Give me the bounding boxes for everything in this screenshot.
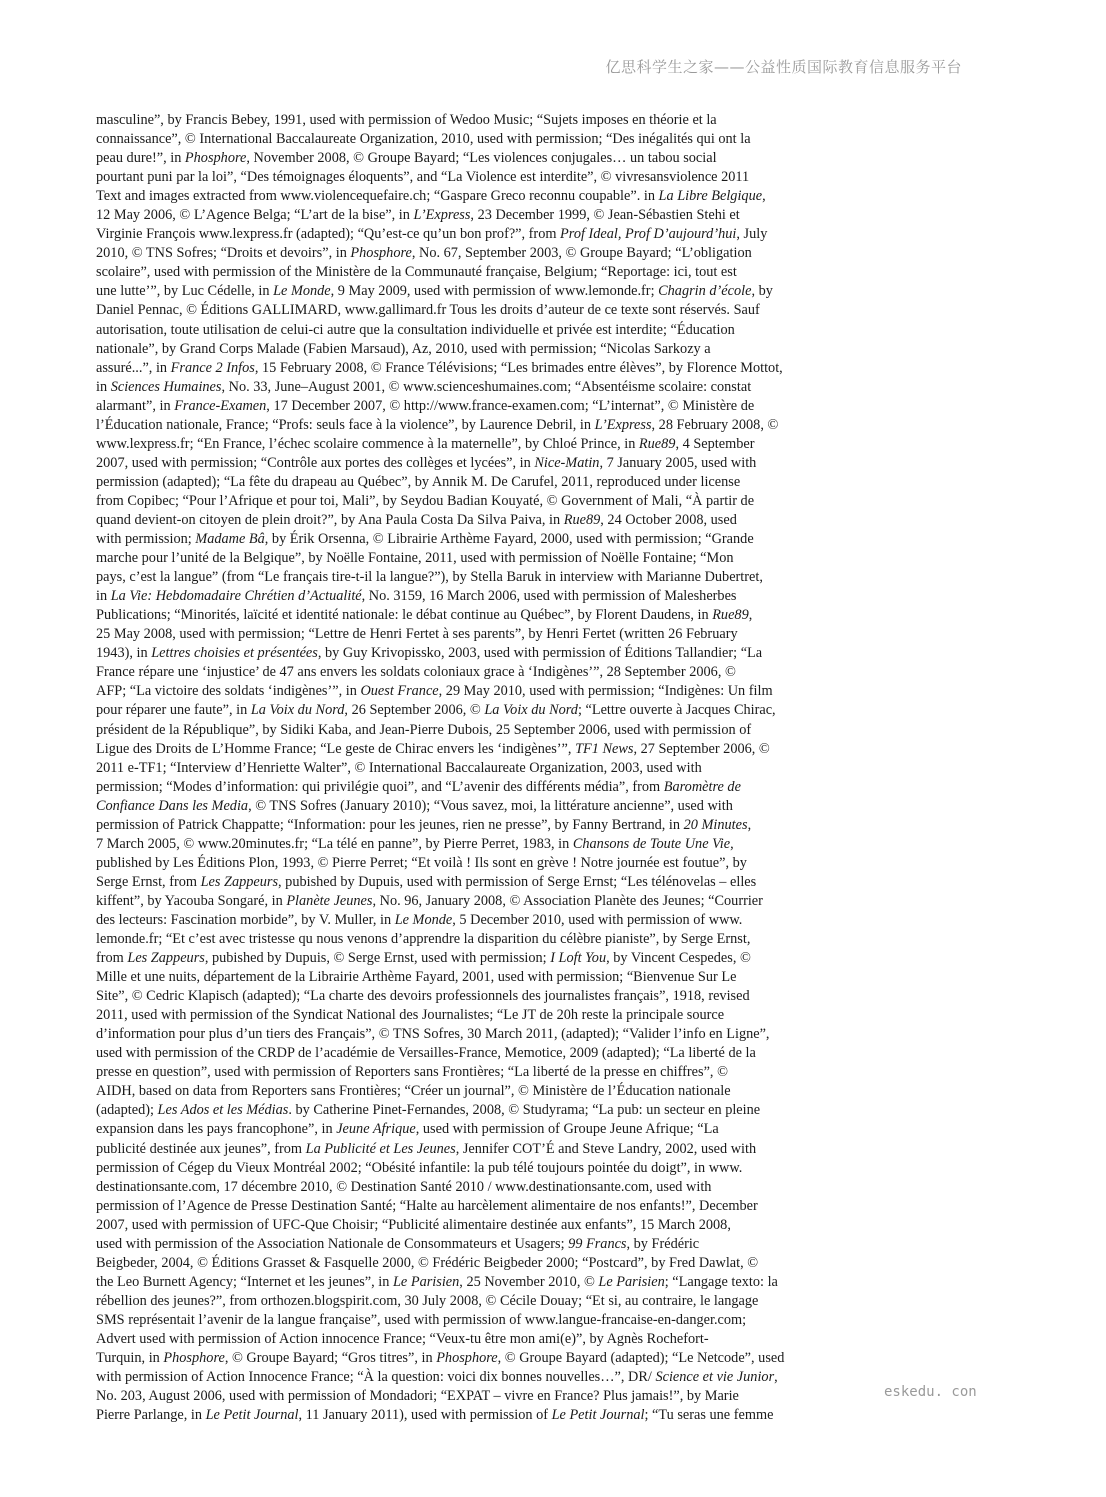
text-segment: 7 March 2005, © www.20minutes.fr; “La télé en panne”, by Pierre Perret, 1983, in	[96, 835, 573, 852]
text-line	[96, 740, 834, 759]
text-segment: , 28 February 2008, ©	[651, 416, 779, 433]
text-segment: . by Catherine Pinet-Fernandes, 2008, © Studyrama; “La pub: un secteur en pleine	[288, 1102, 761, 1119]
text-line	[96, 1216, 834, 1235]
text-segment: , by Érik Orsenna, © Librairie Arthème Fayard, 2000, used with permission; “Grande	[264, 531, 754, 548]
text-segment: , 26 September 2006, ©	[344, 702, 485, 719]
text-segment: permission (adapted); “La fête du drapeau au Québec”, by Annik M. De Carufel, 2011, reproduced under license	[96, 473, 741, 490]
text-line	[96, 244, 834, 263]
italic-title: Le Petit Journal	[205, 1407, 299, 1424]
text-line	[96, 644, 834, 663]
text-line	[96, 359, 834, 378]
text-segment: , 25 November 2010, ©	[459, 1273, 599, 1290]
text-line	[96, 1387, 834, 1406]
text-segment: , by Vincent Cespedes, ©	[606, 950, 751, 967]
text-line	[96, 778, 834, 797]
text-segment: , 11 January 2011), used with permission of	[298, 1407, 552, 1424]
text-segment: destinationsante.com, 17 décembre 2010, © Destination Santé 2010 / www.destinationsante.com, used with	[96, 1178, 712, 1195]
italic-title: TF1 News	[575, 740, 634, 757]
text-segment: Turquin, in	[96, 1350, 164, 1367]
watermark-text: eskedu. con	[884, 1384, 977, 1400]
text-line	[96, 968, 834, 987]
text-line	[96, 282, 834, 301]
text-line	[96, 625, 834, 644]
text-segment: , 29 May 2010, used with permission; “Indigènes: Un film	[438, 683, 773, 700]
text-line	[96, 892, 834, 911]
text-line	[96, 1082, 834, 1101]
italic-title: Chagrin d’école	[658, 283, 752, 300]
italic-title: Ouest France	[360, 683, 439, 700]
acknowledgements-text	[96, 111, 834, 1425]
text-line	[96, 149, 834, 168]
text-segment: des lecteurs: Fascination morbide”, by V. Muller, in	[96, 911, 395, 928]
italic-title: Le Monde	[394, 911, 453, 928]
text-segment: connaissance”, © International Baccalaureate Organization, 2010, used with permission; “Des inégalités qui ont la	[96, 131, 751, 148]
text-segment: , Jennifer COT’É and Steve Landry, 2002, used with	[455, 1140, 757, 1157]
text-segment: lemonde.fr; “Et c’est avec tristesse qu nous venons d’apprendre la disparition du célèbre pianiste”, by Serge Ernst,	[96, 931, 751, 948]
italic-title: Les Zappeurs	[200, 873, 279, 890]
text-line	[96, 492, 834, 511]
italic-title: Confiance Dans les Media	[96, 797, 249, 814]
italic-title: Les Ados et les Médias	[157, 1102, 289, 1119]
text-line	[96, 1140, 834, 1159]
text-line	[96, 511, 834, 530]
text-segment: peau dure!”, in	[96, 150, 185, 167]
italic-title: La Libre Belgique	[658, 188, 763, 205]
text-segment: assuré...”, in	[96, 359, 171, 376]
text-segment: Pierre Parlange, in	[96, 1407, 206, 1424]
text-segment: ; “Lettre ouverte à Jacques Chirac,	[577, 702, 776, 719]
italic-title: Les Zappeurs	[127, 950, 205, 967]
text-segment: 2011, used with permission of the Syndicat National des Journalistes; “Le JT de 20h reste la principale source	[96, 1007, 725, 1024]
text-segment: , © Groupe Bayard (adapted); “Le Netcode”, used	[497, 1350, 785, 1367]
text-segment: autorisation, toute utilisation de celui-ci autre que la consultation individuelle et privée est interdite; “Éducation	[96, 321, 735, 338]
text-segment: 25 May 2008, used with permission; “Lettre de Henri Fertet à ses parents”, by Henri Fertet (written 26 February	[96, 626, 738, 643]
text-line	[96, 340, 834, 359]
text-line	[96, 187, 834, 206]
italic-title: Phosphore	[350, 245, 412, 262]
text-segment: publicité destinée aux jeunes”, from	[96, 1140, 306, 1157]
text-line	[96, 587, 834, 606]
text-segment: , © TNS Sofres (January 2010); “Vous savez, moi, la littérature ancienne”, used with	[248, 797, 733, 814]
italic-title: France 2 Infos	[170, 359, 255, 376]
italic-title: Phosphore	[436, 1350, 498, 1367]
text-segment: ,	[748, 607, 753, 624]
text-line	[96, 987, 834, 1006]
text-line	[96, 1044, 834, 1063]
text-line	[96, 130, 834, 149]
italic-title: Le Parisien	[598, 1273, 665, 1290]
text-line	[96, 1349, 834, 1368]
text-segment: www.lexpress.fr; “En France, l’échec scolaire commence à la maternelle”, by Chloé Prince, in	[96, 435, 639, 452]
italic-title: Baromètre de	[663, 778, 741, 795]
text-line	[96, 263, 834, 282]
text-segment: marche pour l’unité de la Belgique”, by Noëlle Fontaine, 2011, used with permission of Noëlle Fontaine; “Mon	[96, 550, 734, 567]
text-line	[96, 1273, 834, 1292]
text-segment: published by Les Éditions Plon, 1993, © Pierre Perret; “Et voilà ! Ils sont en grève ! Notre journée est foutue”, by	[96, 854, 747, 871]
text-segment: 2010, © TNS Sofres; “Droits et devoirs”, in	[96, 245, 351, 262]
italic-title: Planète Jeunes	[286, 892, 373, 909]
italic-title: La Publicité et Les Jeunes	[305, 1140, 456, 1157]
text-segment: ,	[762, 188, 766, 205]
text-line	[96, 568, 834, 587]
text-segment: 2007, used with permission of UFC-Que Choisir; “Publicité alimentaire destinée aux enfants”, 15 March 2008,	[96, 1216, 731, 1233]
text-line	[96, 225, 834, 244]
text-segment: , July	[736, 226, 768, 243]
text-line	[96, 111, 834, 130]
text-segment: , 17 December 2007, © http://www.france-examen.com; “L’internat”, © Ministère de	[266, 397, 755, 414]
text-line	[96, 816, 834, 835]
text-segment: ; “Tu seras une femme	[644, 1407, 774, 1424]
text-segment: nationale”, by Grand Corps Malade (Fabien Marsaud), Az, 2010, used with permission; “Nicolas Sarkozy a	[96, 340, 711, 357]
text-segment: , 7 January 2005, used with	[599, 454, 757, 471]
text-segment: Mille et une nuits, département de la Librairie Arthème Fayard, 2001, used with permission; “Bienvenue Sur Le	[96, 969, 737, 986]
text-segment: , 15 February 2008, © France Télévisions; “Les brimades entre élèves”, by Florence Mottot,	[254, 359, 783, 376]
text-segment: ,	[747, 816, 752, 833]
text-line	[96, 1178, 834, 1197]
italic-title: Le Parisien	[392, 1273, 460, 1290]
text-segment: Site”, © Cedric Klapisch (adapted); “La charte des devoirs professionnels des journalistes français”, 1918, revised	[96, 988, 750, 1005]
italic-title: L’Express	[594, 416, 652, 433]
text-line	[96, 416, 834, 435]
text-segment: with permission of Action Innocence France; “À la question: voici dix bonnes nouvelles…”, DR/	[96, 1369, 656, 1386]
text-segment: , 23 December 1999, © Jean-Sébastien Stehi et	[470, 207, 740, 224]
text-line	[96, 530, 834, 549]
italic-title: Chansons de Toute Une Vie	[572, 835, 731, 852]
text-segment: , 9 May 2009, used with permission of www.lemonde.fr;	[330, 283, 659, 300]
text-segment: , 4 September	[675, 435, 755, 452]
site-header-title: 亿思科学生之家——公益性质国际教育信息服务平台	[605, 58, 962, 76]
text-segment: ,	[730, 835, 734, 852]
text-segment: 2007, used with permission; “Contrôle aux portes des collèges et lycées”, in	[96, 454, 535, 471]
text-segment: , 24 October 2008, used	[600, 511, 737, 528]
text-line	[96, 701, 834, 720]
text-line	[96, 721, 834, 740]
text-line	[96, 949, 834, 968]
text-segment: 1943), in	[96, 645, 152, 662]
text-segment: Serge Ernst, from	[96, 873, 201, 890]
text-segment: scolaire”, used with permission of the Ministère de la Communauté française, Belgium; “Reportage: ici, tout est	[96, 264, 737, 281]
text-line	[96, 1025, 834, 1044]
text-segment: 12 May 2006, © L’Agence Belga; “L’art de la bise”, in	[96, 207, 414, 224]
text-segment: Daniel Pennac, © Éditions GALLIMARD, www.gallimard.fr Tous les droits d’auteur de ce texte sont réservés. Sauf	[96, 302, 760, 319]
text-segment: , by Guy Krivopissko, 2003, used with permission of Éditions Tallandier; “La	[317, 645, 763, 662]
text-segment: , 27 September 2006, ©	[633, 740, 770, 757]
text-line	[96, 1197, 834, 1216]
text-segment: 2011 e-TF1; “Interview d’Henriette Walter”, © International Baccalaureate Organization, 2003, used with	[96, 759, 702, 776]
italic-title: La Voix du Nord	[484, 702, 578, 719]
text-segment: AIDH, based on data from Reporters sans Frontières; “Créer un journal”, © Ministère de l’Éducation nationale	[96, 1083, 731, 1100]
text-line	[96, 1406, 834, 1425]
text-line	[96, 854, 834, 873]
italic-title: Prof Ideal, Prof D’aujourd’hui	[560, 226, 737, 243]
text-line	[96, 797, 834, 816]
text-segment: l’Éducation nationale, France; “Profs: seuls face à la violence”, by Laurence Debril, in	[96, 416, 595, 433]
text-segment: permission; “Modes d’information: qui privilégie quoi”, and “L’avenir des différents média”, from	[96, 778, 664, 795]
text-line	[96, 1254, 834, 1273]
italic-title: I Loft You	[550, 950, 607, 967]
text-segment: the Leo Burnett Agency; “Internet et les jeunes”, in	[96, 1273, 393, 1290]
text-segment: , 5 December 2010, used with permission of www.	[452, 911, 743, 928]
text-segment: permission of l’Agence de Presse Destination Santé; “Halte au harcèlement alimentaire de nos enfants!”, December	[96, 1197, 758, 1214]
text-line	[96, 1006, 834, 1025]
text-line	[96, 454, 834, 473]
text-segment: kiffent”, by Yacouba Songaré, in	[96, 892, 287, 909]
text-segment: , by Frédéric	[626, 1235, 700, 1252]
text-segment: quand devient-on citoyen de plein droit?”, by Ana Paula Costa Da Silva Paiva, in	[96, 511, 564, 528]
text-line	[96, 1101, 834, 1120]
text-segment: in	[96, 378, 111, 395]
text-segment: pays, c’est la langue” (from “Le français tire-t-il la langue?”), by Stella Baruk in interview with Marianne Dubertret,	[96, 569, 763, 586]
text-segment: d’information pour plus d’un tiers des Français”, © TNS Sofres, 30 March 2011, (adapted); “Valider l’info en Ligne”,	[96, 1026, 770, 1043]
text-line	[96, 663, 834, 682]
text-line	[96, 301, 834, 320]
text-segment: , No. 33, June–August 2001, © www.scienceshumaines.com; “Absentéisme scolaire: constat	[221, 378, 752, 395]
text-segment: président de la République”, by Sidiki Kaba, and Jean-Pierre Dubois, 25 September 2006, used with permission of	[96, 721, 752, 738]
text-line	[96, 473, 834, 492]
text-line	[96, 435, 834, 454]
text-line	[96, 873, 834, 892]
text-line	[96, 168, 834, 187]
text-segment: in	[96, 588, 111, 605]
text-line	[96, 911, 834, 930]
text-line	[96, 1368, 834, 1387]
text-segment: from	[96, 950, 128, 967]
text-segment: ; “Langage texto: la	[664, 1273, 778, 1290]
italic-title: Jeune Afrique	[336, 1121, 416, 1138]
text-segment: AFP; “La victoire des soldats ‘indigènes’”, in	[96, 683, 361, 700]
text-line	[96, 378, 834, 397]
text-segment: ,	[774, 1369, 778, 1386]
text-segment: masculine”, by Francis Bebey, 1991, used with permission of Wedoo Music; “Sujets imposes en théorie et la	[96, 112, 717, 128]
text-line	[96, 1292, 834, 1311]
text-line	[96, 759, 834, 778]
text-line	[96, 321, 834, 340]
text-line	[96, 1159, 834, 1178]
text-segment: with permission;	[96, 531, 196, 548]
italic-title: 99 Francs	[568, 1235, 627, 1252]
text-segment: from Copibec; “Pour l’Afrique et pour toi, Mali”, by Seydou Badian Kouyaté, © Government of Mali, “À partir de	[96, 492, 755, 509]
italic-title: Phosphore	[184, 150, 247, 167]
text-segment: alarmant”, in	[96, 397, 175, 414]
text-segment: Beigbeder, 2004, © Éditions Grasset & Fasquelle 2000, © Frédéric Beigbeder 2000; “Postcard”, by Fred Dawlat, ©	[96, 1254, 759, 1271]
text-segment: , No. 96, January 2008, © Association Planète des Jeunes; “Courrier	[372, 892, 763, 909]
italic-title: Science et vie Junior	[655, 1369, 775, 1386]
italic-title: La Vie: Hebdomadaire Chrétien d’Actualité	[110, 588, 362, 605]
text-segment: Text and images extracted from www.violencequefaire.ch; “Gaspare Greco reconnu coupable”. in	[96, 188, 659, 205]
text-segment: Virginie François www.lexpress.fr (adapted); “Qu’est-ce qu’un bon prof?”, from	[96, 226, 561, 243]
text-segment: used with permission of the CRDP de l’académie de Versailles-France, Memotice, 2009 (adapted); “La liberté de la	[96, 1045, 756, 1062]
text-segment: presse en question”, used with permission of Reporters sans Frontières; “La liberté de la presse en chiffres”, ©	[96, 1064, 728, 1081]
text-segment: (adapted);	[96, 1102, 158, 1119]
text-segment: , pubished by Dupuis, © Serge Ernst, used with permission;	[204, 950, 551, 967]
text-segment: permission of Patrick Chappatte; “Information: pour les jeunes, rien ne presse”, by Fanny Bertrand, in	[96, 816, 684, 833]
italic-title: 20 Minutes	[683, 816, 748, 833]
text-segment: SMS représentait l’avenir de la langue française”, used with permission of www.langue-francaise-en-danger.com;	[96, 1311, 747, 1328]
text-segment: rébellion des jeunes?”, from orthozen.blogspirit.com, 30 July 2008, © Cécile Douay; “Et si, au contraire, le langage	[96, 1292, 759, 1309]
italic-title: Madame Bâ	[195, 531, 265, 548]
text-segment: , No. 3159, 16 March 2006, used with permission of Malesherbes	[361, 588, 737, 605]
text-segment: , by	[751, 283, 773, 300]
italic-title: France-Examen	[174, 397, 267, 414]
text-segment: , © Groupe Bayard; “Gros titres”, in	[224, 1350, 437, 1367]
text-segment: used with permission of the Association Nationale de Consommateurs et Usagers;	[96, 1235, 569, 1252]
text-segment: pourtant puni par la loi”, “Des témoignages éloquents”, and “La Violence est interdite”, © vivresansviolence 2011	[96, 169, 750, 186]
italic-title: L’Express	[413, 207, 471, 224]
text-segment: , No. 67, September 2003, © Groupe Bayard; “L’obligation	[411, 245, 752, 262]
text-segment: France répare une ‘injustice’ de 47 ans envers les soldats coloniaux grace à ‘Indigènes’”, 28 September 2006, ©	[96, 664, 736, 681]
text-segment: No. 203, August 2006, used with permission of Mondadori; “EXPAT – vivre en France? Plus jamais!”, by Marie	[96, 1388, 739, 1405]
text-segment: expansion dans les pays francophone”, in	[96, 1121, 337, 1138]
text-segment: une lutte’”, by Luc Cédelle, in	[96, 283, 274, 300]
italic-title: Rue89	[638, 435, 676, 452]
italic-title: Rue89	[712, 607, 749, 624]
text-segment: pour réparer une faute”, in	[96, 702, 251, 719]
italic-title: Phosphore	[163, 1350, 225, 1367]
text-segment: , November 2008, © Groupe Bayard; “Les violences conjugales… un tabou social	[246, 150, 717, 167]
italic-title: Nice-Matin	[534, 454, 600, 471]
text-segment: , used with permission of Groupe Jeune Afrique; “La	[415, 1121, 719, 1138]
text-line	[96, 1311, 834, 1330]
text-line	[96, 1120, 834, 1139]
italic-title: Le Monde	[273, 283, 331, 300]
text-line	[96, 835, 834, 854]
text-segment: Advert used with permission of Action innocence France; “Veux-tu être mon ami(e)”, by Agnès Rochefort-	[96, 1331, 709, 1347]
text-line	[96, 1235, 834, 1254]
text-line	[96, 682, 834, 701]
text-segment: Ligue des Droits de L’Homme France; “Le geste de Chirac envers les ‘indigènes’”,	[96, 740, 576, 757]
italic-title: Lettres choisies et présentées	[151, 645, 318, 662]
text-segment: , pubished by Dupuis, used with permission of Serge Ernst; “Les télénovelas – elles	[278, 873, 757, 890]
italic-title: Rue89	[563, 511, 601, 528]
text-line	[96, 206, 834, 225]
italic-title: Le Petit Journal	[551, 1407, 645, 1424]
text-line	[96, 397, 834, 416]
text-line	[96, 1063, 834, 1082]
text-segment: permission of Cégep du Vieux Montréal 2002; “Obésité infantile: la pub télé toujours pointée du doigt”, in www.	[96, 1159, 743, 1176]
text-segment: Publications; “Minorités, laïcité et identité nationale: le débat continue au Québec”, by Florent Daudens, in	[96, 607, 713, 624]
italic-title: Sciences Humaines	[110, 378, 222, 395]
text-line	[96, 549, 834, 568]
text-line	[96, 606, 834, 625]
text-line	[96, 930, 834, 949]
italic-title: La Voix du Nord	[250, 702, 345, 719]
text-line	[96, 1330, 834, 1349]
